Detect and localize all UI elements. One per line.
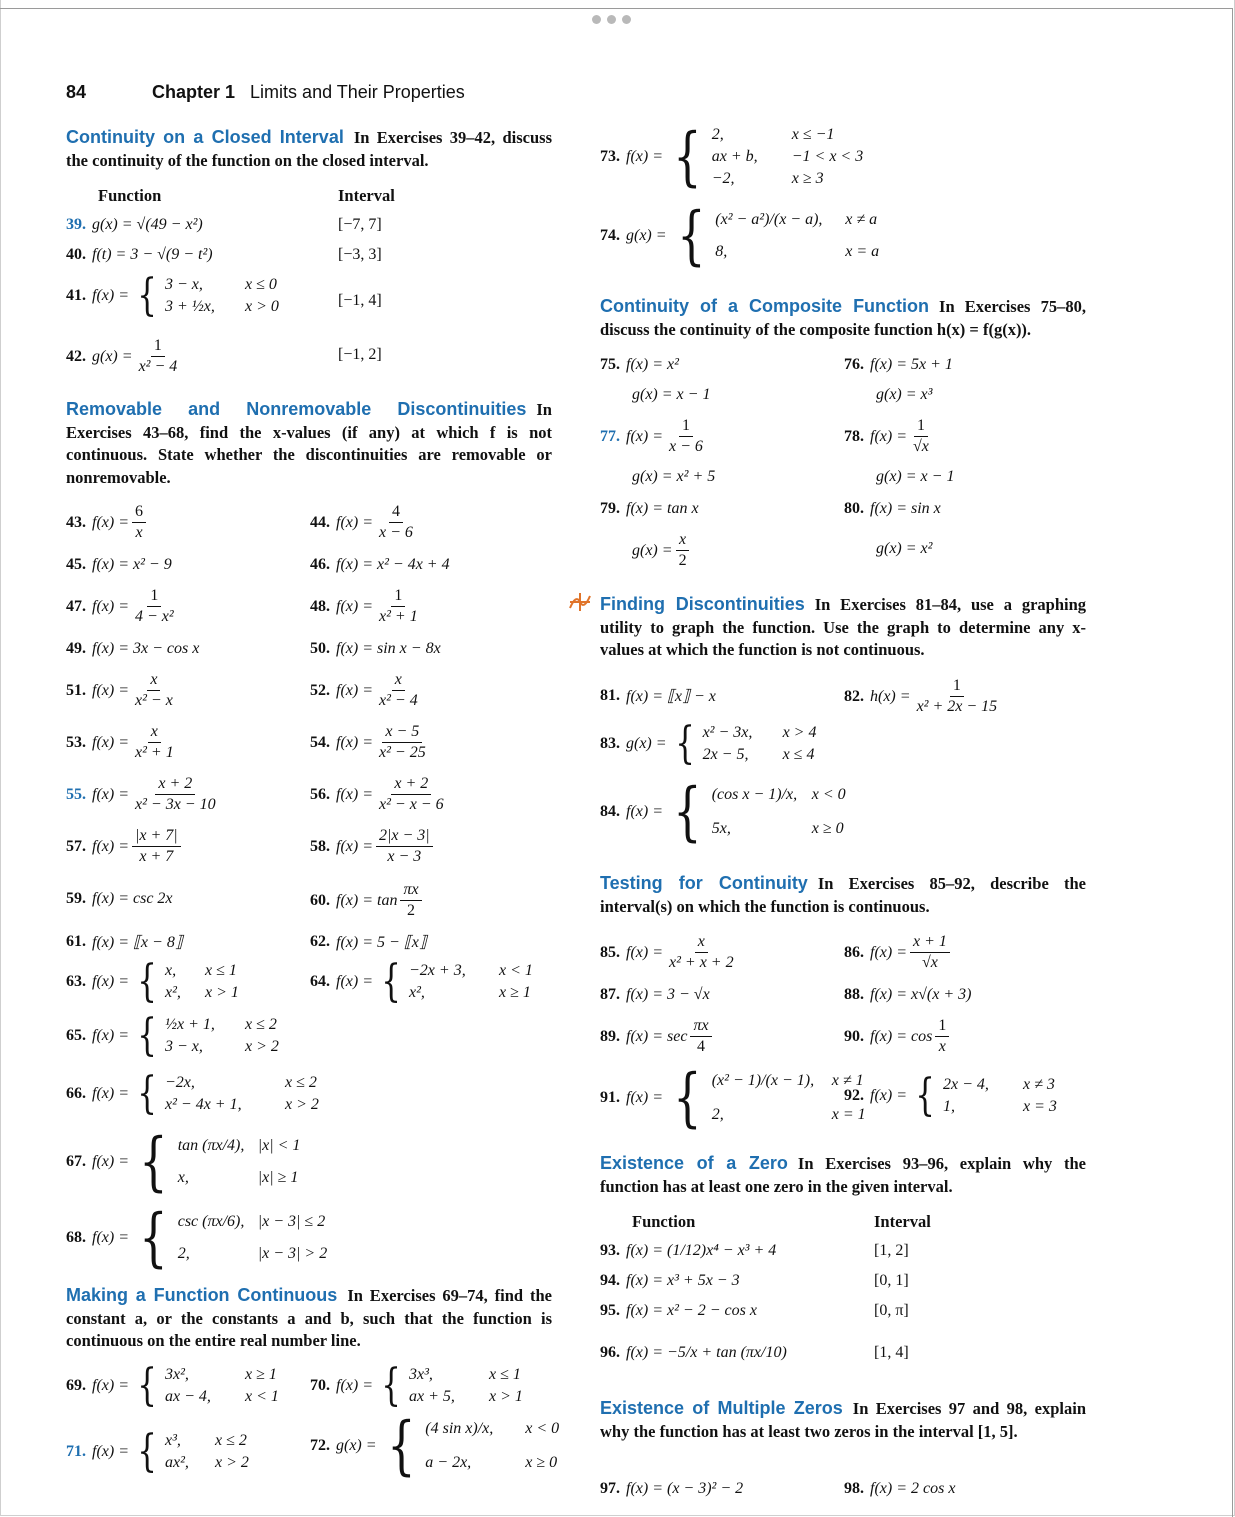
exercise-55: 55. f(x) = $\frac{x + 2}{\text{x² − 3x − 10}}$ <box>66 775 216 813</box>
interval-40: [−3, 3] <box>338 246 382 263</box>
interval-94: [0, 1] <box>874 1272 909 1289</box>
dot-icon <box>622 15 631 24</box>
exercise-68: 68. f(x) = { csc (πx/6), |x − 3| ≤ 2 2, |x − 3| > 2 <box>66 1201 328 1275</box>
exercise-96: 96. f(x) = −5/x + tan (πx/10) <box>600 1344 787 1361</box>
exercise-62: 62. f(x) = 5 − ⟦x⟧ <box>310 933 427 951</box>
exercise-87: 87. f(x) = 3 − √x <box>600 986 710 1003</box>
exercise-49: 49. f(x) = 3x − cos x <box>66 640 200 657</box>
interval-95: [0, π] <box>874 1302 909 1319</box>
section-multiple-zeros <box>600 1397 1086 1443</box>
column-header-interval: Interval <box>874 1212 931 1231</box>
section-text: In Exercises 39–42, discuss the continuity of the function on the closed interval. <box>66 128 552 170</box>
exercise-88: 88. f(x) = x√(x + 3) <box>844 986 972 1003</box>
exercise-80-g: g(x) = x² <box>876 540 933 557</box>
exercise-73: 73. f(x) = { 2, x ≤ −1 ax + b, −1 < x < 3 −2, x ≥ 3 <box>600 120 864 194</box>
section-closed-interval <box>66 126 552 172</box>
section-title: Continuity on a Closed Interval <box>66 127 344 147</box>
exercise-56: 56. f(x) = $\frac{x + 2}{\text{x² − x − 6}}$ <box>310 775 444 813</box>
section-title: Finding Discontinuities <box>600 594 805 614</box>
exercise-53: 53. f(x) = $\frac{x}{\text{x² + 1}}$ <box>66 723 174 761</box>
exercise-77-g: g(x) = x² + 5 <box>632 468 716 485</box>
interval-42: [−1, 2] <box>338 346 382 363</box>
section-text: In Exercises 85–92, describe the interval(s) on which the function is continuous. <box>600 874 1086 916</box>
interval-96: [1, 4] <box>874 1344 909 1361</box>
exercise-45: 45. f(x) = x² − 9 <box>66 556 172 573</box>
exercise-85: 85. f(x) = $\frac{x}{\text{x² + x + 2}}$ <box>600 933 734 971</box>
exercise-39: 39. g(x) = √(49 − x²) <box>66 216 203 233</box>
dot-icon <box>607 15 616 24</box>
section-testing <box>600 872 1086 918</box>
section-text: In Exercises 75–80, discuss the continuity of the composite function h(x) = f(g(x)). <box>600 297 1086 339</box>
exercise-91: 91. f(x) = { (x² − 1)/(x − 1), x ≠ 1 2, x = 1 <box>600 1061 866 1135</box>
exercise-81: 81. f(x) = ⟦x⟧ − x <box>600 687 716 705</box>
window-top-border <box>0 8 1233 9</box>
interval-39: [−7, 7] <box>338 216 382 233</box>
exercise-44: 44. f(x) = $\frac{4}{x - 6}$ <box>310 503 413 541</box>
exercise-72: 72. g(x) = { (4 sin x)/x, x < 0 a − 2x, x ≥ 0 <box>310 1409 560 1483</box>
page-number: 84 <box>66 82 87 102</box>
exercise-59: 59. f(x) = csc 2x <box>66 890 173 907</box>
exercise-41: 41. f(x) = { 3 − x, x ≤ 0 3 + ½x, x > 0 <box>66 270 279 321</box>
exercise-54: 54. f(x) = $\frac{x - 5}{\text{x² − 25}}$ <box>310 723 426 761</box>
section-title: Continuity of a Composite Function <box>600 296 930 316</box>
exercise-48: 48. f(x) = $\frac{1}{\text{x² + 1}}$ <box>310 587 418 625</box>
exercise-93: 93. f(x) = (1/12)x⁴ − x³ + 4 <box>600 1242 777 1259</box>
exercise-42: 42. g(x) = $\frac{1}{\text{x² − 4}}$ <box>66 337 178 375</box>
column-header-interval: Interval <box>338 186 395 205</box>
exercise-79-g: g(x) = $\frac{x}{2}$ <box>632 530 693 571</box>
exercise-97: 97. f(x) = (x − 3)² − 2 <box>600 1480 744 1497</box>
exercise-92: 92. f(x) = { 2x − 4, x ≠ 3 1, x = 3 <box>844 1070 1057 1121</box>
exercise-76: 76. f(x) = 5x + 1 <box>844 356 953 373</box>
section-title: Existence of a Zero <box>600 1153 788 1173</box>
exercise-78-g: g(x) = x − 1 <box>876 468 955 485</box>
interval-41: [−1, 4] <box>338 292 382 309</box>
column-header-function: Function <box>98 186 162 205</box>
window-right-border <box>1232 8 1233 1517</box>
exercise-69: 69. f(x) = { 3x², x ≥ 1 ax − 4, x < 1 <box>66 1360 279 1411</box>
exercise-77: 77. f(x) = $\frac{1}{x - 6}$ <box>600 417 703 455</box>
exercise-64: 64. f(x) = { −2x + 3, x < 1 x², x ≥ 1 <box>310 956 533 1007</box>
exercise-94: 94. f(x) = x³ + 5x − 3 <box>600 1272 740 1289</box>
exercise-43: 43. f(x) = $\frac{6}{x}$ <box>66 502 149 543</box>
exercise-76-g: g(x) = x³ <box>876 386 933 403</box>
section-text: In Exercises 81–84, use a graphing utility to graph the function. Use the graph to determine any x-values at which the function is not continuous. <box>600 595 1087 659</box>
exercise-57: 57. f(x) = $\frac{|x + 7|}{x + 7}$ <box>66 826 184 867</box>
exercise-79: 79. f(x) = tan x <box>600 500 699 517</box>
exercise-40: 40. f(t) = 3 − √(9 − t²) <box>66 246 213 263</box>
exercise-71: 71. f(x) = { x³, x ≤ 2 ax², x > 2 <box>66 1426 249 1477</box>
exercise-52: 52. f(x) = $\frac{x}{\text{x² − 4}}$ <box>310 671 418 709</box>
chapter-title: Limits and Their Properties <box>250 82 465 102</box>
exercise-98: 98. f(x) = 2 cos x <box>844 1480 956 1497</box>
chapter-label: Chapter 1 <box>152 82 236 102</box>
section-title: Existence of Multiple Zeros <box>600 1398 843 1418</box>
exercise-61: 61. f(x) = ⟦x − 8⟧ <box>66 933 183 951</box>
section-composite <box>600 295 1086 341</box>
section-title: Removable and Nonremovable Discontinuities <box>66 399 527 419</box>
interval-93: [1, 2] <box>874 1242 909 1259</box>
exercise-60: 60. f(x) = tan $\frac{\pi x}{2}$ <box>310 880 425 921</box>
exercise-75: 75. f(x) = x² <box>600 356 679 373</box>
dot-icon <box>592 15 601 24</box>
page-header <box>66 82 465 103</box>
exercise-74: 74. g(x) = { (x² − a²)/(x − a), x ≠ a 8, x = a <box>600 199 880 273</box>
exercise-86: 86. f(x) = $\frac{x + 1}{√x}$ <box>844 932 953 973</box>
exercise-65: 65. f(x) = { ½x + 1, x ≤ 2 3 − x, x > 2 <box>66 1010 279 1061</box>
exercise-82: 82. h(x) = $\frac{1}{\text{x² + 2x − 15}}$ <box>844 677 998 715</box>
exercise-95: 95. f(x) = x² − 2 − cos x <box>600 1302 757 1319</box>
exercise-75-g: g(x) = x − 1 <box>632 386 711 403</box>
graphing-utility-icon <box>568 592 592 612</box>
exercise-51: 51. f(x) = $\frac{x}{\text{x² − x}}$ <box>66 671 173 709</box>
section-text: In Exercises 93–96, explain why the function has at least one zero in the given interval. <box>600 1154 1086 1196</box>
section-title: Making a Function Continuous <box>66 1285 338 1305</box>
exercise-80: 80. f(x) = sin x <box>844 500 941 517</box>
exercise-50: 50. f(x) = sin x − 8x <box>310 640 441 657</box>
exercise-67: 67. f(x) = { tan (πx/4), |x| < 1 x, |x| ≥ 1 <box>66 1125 301 1199</box>
exercise-78: 78. f(x) = $\frac{1}{√x}$ <box>844 417 929 455</box>
section-making-continuous <box>66 1284 552 1353</box>
window-menu-dots[interactable] <box>592 15 631 24</box>
exercise-66: 66. f(x) = { −2x, x ≤ 2 x² − 4x + 1, x > 2 <box>66 1068 319 1119</box>
exercise-46: 46. f(x) = x² − 4x + 4 <box>310 556 450 573</box>
column-header-function: Function <box>632 1212 696 1231</box>
exercise-58: 58. f(x) = $\frac{2|x - 3|}{x - 3}$ <box>310 826 436 867</box>
exercise-84: 84. f(x) = { (cos x − 1)/x, x < 0 5x, x ≥ 0 <box>600 775 846 849</box>
section-finding <box>600 593 1086 662</box>
exercise-89: 89. f(x) = sec $\frac{\pi x}{4}$ <box>600 1016 715 1057</box>
exercise-70: 70. f(x) = { 3x³, x ≤ 1 ax + 5, x > 1 <box>310 1360 523 1411</box>
section-zero <box>600 1152 1086 1198</box>
section-text: In Exercises 69–74, find the constant a, or the constants a and b, such that the function is continuous on the entire real number line. <box>66 1286 552 1350</box>
section-text: In Exercises 43–68, find the x-values (if any) at which f is not continuous. State whether the discontinuities are removable or nonremovable. <box>66 400 552 487</box>
exercise-90: 90. f(x) = cos $\frac{1}{x}$ <box>844 1016 952 1057</box>
section-text: In Exercises 97 and 98, explain why the function has at least two zeros in the interval [1, 5]. <box>600 1399 1086 1441</box>
exercise-63: 63. f(x) = { x, x ≤ 1 x², x > 1 <box>66 956 239 1007</box>
exercise-83: 83. g(x) = { x² − 3x, x > 4 2x − 5, x ≤ 4 <box>600 718 817 769</box>
section-title: Testing for Continuity <box>600 873 808 893</box>
section-removable <box>66 398 552 489</box>
exercise-47: 47. f(x) = $\frac{1}{\text{4 − x²}}$ <box>66 587 174 625</box>
